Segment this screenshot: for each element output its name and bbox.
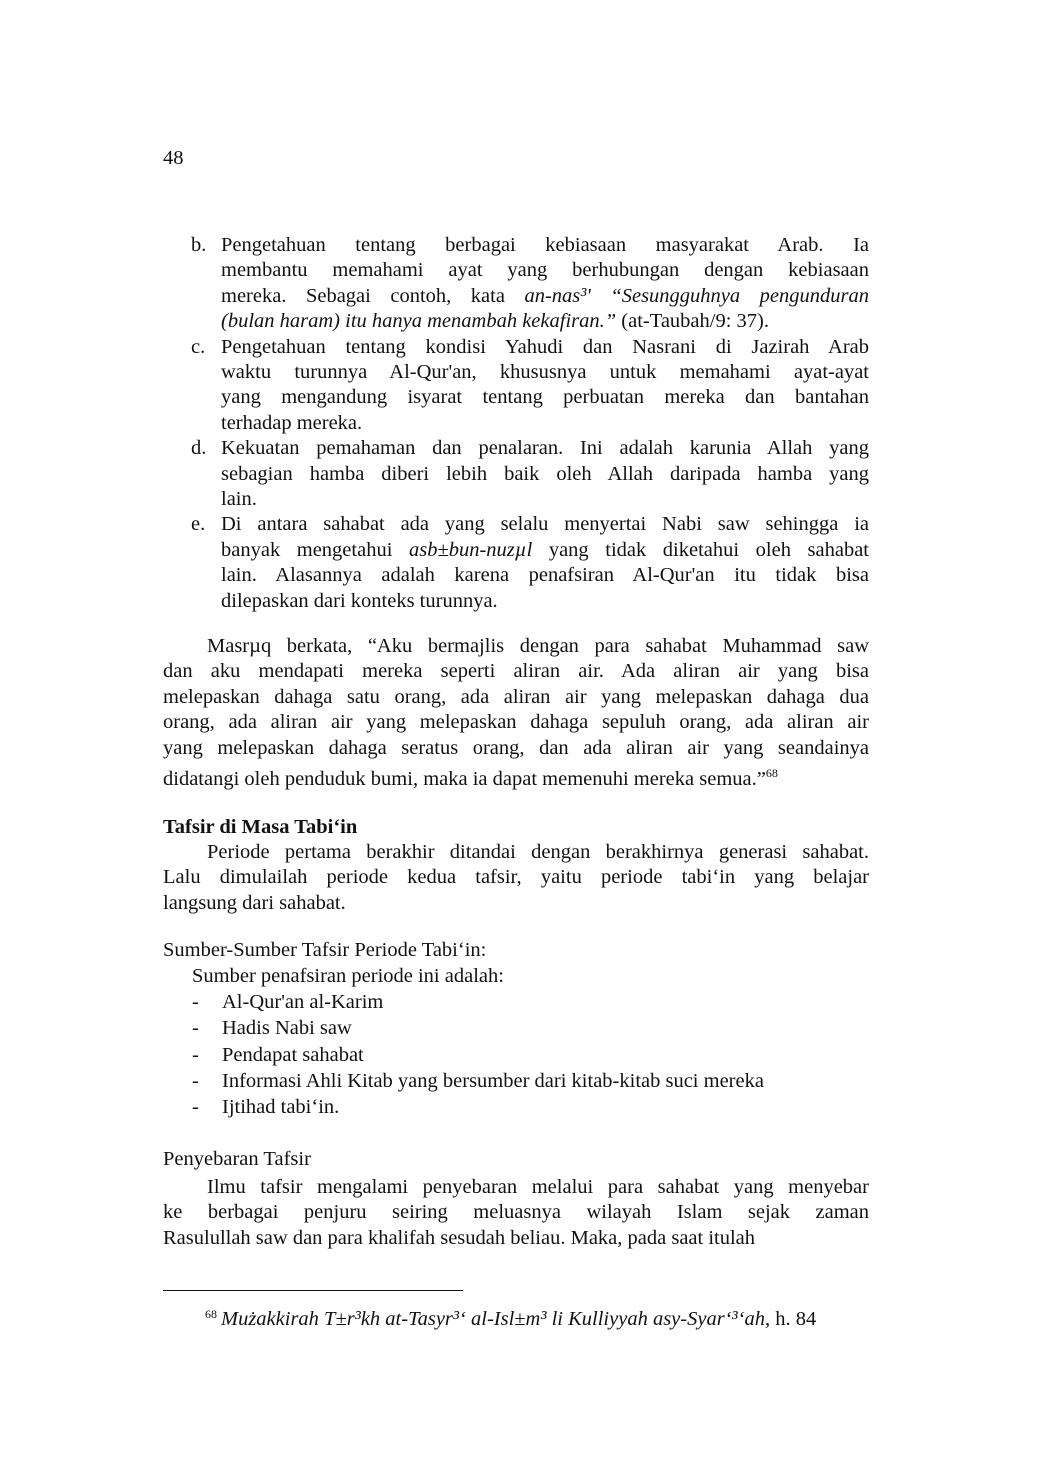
text-segment: yang mengandung isyarat tentang perbuatan mereka dan bantahan [221, 386, 869, 409]
dash-bullet: - [192, 1096, 199, 1119]
list-item-line [221, 233, 869, 258]
footnote-reference: 68 [765, 766, 778, 781]
line-text: Lalu dimulailah periode kedua tafsir, yaitu periode tabi‘in yang belajar [163, 866, 869, 889]
list-item-line [221, 462, 869, 487]
source-item [192, 1016, 764, 1042]
line-text: ke berbagai penjuru seiring meluasnya wilayah Islam sejak zaman [163, 1201, 869, 1224]
text-segment: banyak mengetahui [221, 538, 409, 561]
spread-heading: Penyebaran Tafsir [163, 1148, 311, 1170]
footnote-number: 68 [205, 1307, 217, 1321]
list-item-line [221, 385, 869, 410]
list-item-line [221, 512, 869, 537]
source-item [192, 1095, 764, 1121]
source-item [192, 990, 764, 1016]
section-heading: Tafsir di Masa Tabi‘in [163, 816, 358, 838]
source-item [192, 1069, 764, 1095]
list-item-line [221, 538, 869, 563]
sources-list [192, 990, 764, 1121]
dash-bullet: - [192, 1017, 199, 1040]
text-segment: waktu turunnya Al-Qur'an, khususnya untuk memahami ayat-ayat [221, 361, 869, 384]
list-marker: b. [191, 234, 207, 256]
dash-bullet: - [192, 1069, 199, 1092]
text-segment: terhadap mereka. [221, 411, 363, 434]
masruq-paragraph [163, 634, 869, 792]
source-text: Informasi Ahli Kitab yang bersumber dari kitab-kitab suci mereka [222, 1069, 764, 1092]
paragraph-line [163, 865, 869, 890]
text-segment: Pengetahuan tentang kondisi Yahudi dan Nasrani di Jazirah Arab [221, 335, 869, 358]
list-marker: d. [191, 437, 207, 460]
paragraph-line [163, 761, 869, 792]
source-text: Hadis Nabi saw [222, 1017, 352, 1040]
list-item-line [221, 309, 869, 334]
paragraph-line [163, 840, 869, 865]
paragraph-line [163, 736, 869, 761]
source-item [192, 1043, 764, 1069]
text-segment: mereka. Sebagai contoh, kata [221, 284, 525, 307]
italic-text: (bulan haram) itu hanya menambah kekafiran.” [221, 310, 617, 333]
paragraph-line [163, 891, 869, 916]
source-text: Ijtihad tabi‘in. [222, 1096, 340, 1119]
line-text: melepaskan dahaga satu orang, ada aliran air yang melepaskan dahaga dua [163, 685, 869, 708]
text-segment: Kekuatan pemahaman dan penalaran. Ini adalah karunia Allah yang [221, 437, 869, 460]
text-segment: sebagian hamba diberi lebih baik oleh Allah daripada hamba yang [221, 462, 869, 485]
paragraph-line [163, 659, 869, 684]
list-item-line [221, 563, 869, 588]
source-text: Pendapat sahabat [222, 1043, 364, 1066]
list-item [163, 436, 869, 512]
paragraph-line [163, 710, 869, 735]
list-marker: e. [191, 513, 206, 536]
tabiin-paragraph [163, 840, 869, 916]
line-text: Rasulullah saw dan para khalifah sesudah beliau. Maka, pada saat itulah [163, 1226, 756, 1249]
paragraph-line [163, 1175, 869, 1200]
line-text: orang, ada aliran air yang melepaskan dahaga sepuluh orang, ada aliran air [163, 711, 869, 734]
text-segment: lain. Alasannya adalah karena penafsiran Al-Qur'an itu tidak bisa [221, 564, 869, 587]
page-number: 48 [163, 147, 184, 169]
sources-heading: Sumber-Sumber Tafsir Periode Tabi‘in: [163, 939, 487, 961]
line-text: Periode pertama berakhir ditandai dengan berakhirnya generasi sahabat. [207, 841, 869, 863]
dash-bullet: - [192, 1043, 199, 1066]
dash-bullet: - [192, 991, 199, 1013]
text-segment: (at-Taubah/9: 37). [616, 310, 769, 333]
text-segment: Pengetahuan tentang berbagai kebiasaan masyarakat Arab. Ia [221, 234, 869, 256]
paragraph-line [163, 1226, 869, 1251]
text-segment: yang tidak diketahui oleh sahabat [532, 538, 869, 561]
italic-text: asb±bun-nuzµl [408, 538, 533, 561]
footnote-italic-text: Mużakkirah T±r³kh at-Tasyr³‘ al-Isl±m³ li Kulliyyah asy-Syar‘³‘ah, [221, 1308, 771, 1330]
list-marker: c. [191, 335, 206, 358]
text-segment: lain. [221, 488, 257, 511]
paragraph-line [163, 634, 869, 659]
source-text: Al-Qur'an al-Karim [222, 991, 384, 1013]
paragraph-line [163, 1200, 869, 1225]
sources-intro: Sumber penafsiran periode ini adalah: [192, 965, 504, 987]
list-item-line [221, 589, 869, 614]
line-text: didatangi oleh penduduk bumi, maka ia dapat memenuhi mereka semua.” [163, 768, 766, 791]
list-item-line [221, 335, 869, 360]
text-segment: dilepaskan dari konteks turunnya. [221, 589, 498, 612]
enumerated-list [163, 233, 869, 614]
list-item [163, 335, 869, 437]
line-text: Ilmu tafsir mengalami penyebaran melalui para sahabat yang menyebar [207, 1176, 869, 1198]
line-text: Masrµq berkata, “Aku bermajlis dengan para sahabat Muhammad saw [207, 635, 869, 657]
text-segment: membantu memahami ayat yang berhubungan dengan kebiasaan [221, 259, 869, 282]
line-text: dan aku mendapati mereka seperti aliran air. Ada aliran air yang bisa [163, 660, 869, 683]
list-item-line [221, 487, 869, 512]
list-item [163, 233, 869, 335]
footnote-separator [163, 1290, 463, 1291]
list-item [163, 512, 869, 614]
list-item-line [221, 360, 869, 385]
footnote-page: h. 84 [770, 1308, 817, 1330]
text-segment: Di antara sahabat ada yang selalu menyertai Nabi saw sehingga ia [221, 513, 869, 536]
list-item-line [221, 436, 869, 461]
italic-text: an-nas³' “Sesungguhnya pengunduran [524, 284, 869, 307]
list-item-line [221, 411, 869, 436]
spread-paragraph [163, 1175, 869, 1251]
line-text: yang melepaskan dahaga seratus orang, dan ada aliran air yang seandainya [163, 736, 869, 759]
paragraph-line [163, 685, 869, 710]
line-text: langsung dari sahabat. [163, 891, 346, 914]
footnote [205, 1302, 816, 1332]
list-item-line [221, 284, 869, 309]
list-item-line [221, 258, 869, 283]
